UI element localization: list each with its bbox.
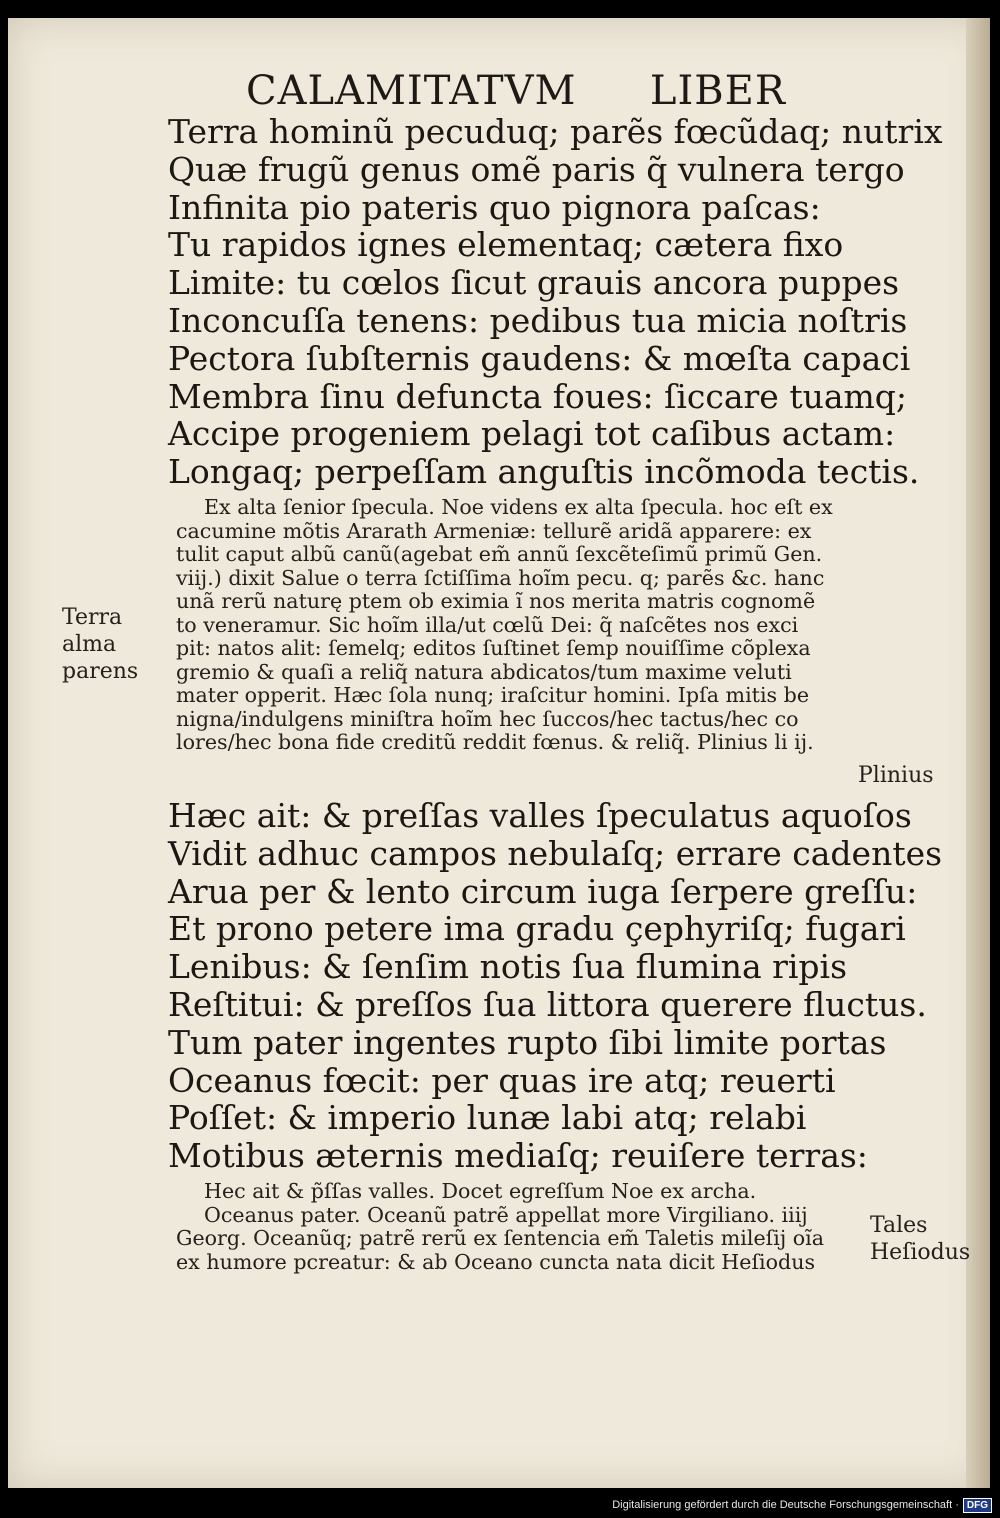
commentary-line: mater opperit. Hæc ſola nunq; iraſcitur homini. Ipſa mitis be <box>176 683 810 707</box>
verse-line: Et prono petere ima gradu çephyriſq; fugari <box>168 909 906 949</box>
verse-line: Pectora ſubſternis gaudens: & mœſta capaci <box>168 338 911 378</box>
running-head <box>246 68 786 114</box>
verse-line: Membra ſinu defuncta foues: ſiccare tuamq; <box>168 376 908 416</box>
verse-line: Longaq; perpeſſam anguſtis incõmoda tectis. <box>168 452 920 492</box>
verse-line: Tu rapidos ignes elementaq; cætera fixo <box>168 225 844 265</box>
commentary-line: ex humore pcreatur: & ab Oceano cuncta nata dicit Heſiodus <box>176 1249 816 1274</box>
gloss-line: Terra <box>62 605 123 630</box>
commentary-line: Oceanus pater. Oceanũ patrẽ appellat more Virgiliano. iiij <box>204 1202 808 1227</box>
commentary-line: gremio & quaſi a reliq̃ natura abdicatos/tum maxime veluti <box>176 659 792 684</box>
funding-footer <box>612 1496 992 1514</box>
commentary-line: lores/hec bona fide creditũ reddit fœnus. & reliq̃. Plinius li ij. <box>176 730 814 754</box>
verse-line: Motibus æternis mediaſq; reuiſere terras: <box>168 1136 868 1176</box>
gloss-line: Plinius <box>858 763 934 788</box>
commentary-line: to veneramur. Sic hoĩm illa/ut cœlũ Dei: q̃ naſcẽtes nos exci <box>176 612 799 637</box>
gloss-line: parens <box>62 659 139 684</box>
commentary-line: tulit caput albũ canũ(agebat em̃ annũ ſexcẽteſimũ primũ Gen. <box>176 542 823 566</box>
verse-line: Limite: tu cœlos ſicut grauis ancora puppes <box>168 263 900 303</box>
commentary-block-1 <box>176 496 856 755</box>
margin-gloss-terra <box>62 604 138 685</box>
commentary-line: viij.) dixit Salue o terra ſctiſſima hoĩm pecu. q; parẽs &c. hanc <box>176 565 825 590</box>
verse-line: Lenibus: & ſenſim notis ſua flumina ripis <box>168 947 848 987</box>
verse-line: Vidit adhuc campos nebulaſq; errare cadentes <box>168 833 943 873</box>
commentary-block-2 <box>176 1180 856 1274</box>
commentary-line: nigna/indulgens miniſtra hoĩm hec ſuccos/hec tactus/hec co <box>176 706 799 731</box>
verse-line: Oceanus fœcit: per quas ire atq; reuerti <box>168 1060 836 1100</box>
commentary-line: unã rerũ naturę ptem ob eximia ĩ nos merita matris cognomẽ <box>176 589 816 613</box>
dfg-logo: DFG <box>963 1498 992 1513</box>
margin-gloss-tales <box>870 1212 970 1266</box>
verse-line: Terra hominũ pecuduq; parẽs fœcũdaq; nutrix <box>168 112 943 151</box>
verse-line: Accipe progeniem pelagi tot caſibus actam: <box>168 414 896 454</box>
commentary-line: pit: natos alit: ſemelq; editos ſuſtinet ſemp nouiſſime cõplexa <box>176 636 811 660</box>
verse-block-1 <box>168 112 943 492</box>
verse-line: Hæc ait: & preſſas valles ſpeculatus aquoſos <box>168 796 912 835</box>
commentary-line: Georg. Oceanũq; patrẽ rerũ ex ſentencia em̃ Taletis mileſij oĩa <box>176 1226 825 1250</box>
running-head-left: CALAMITATVM <box>246 68 577 114</box>
gloss-line: Tales <box>870 1213 928 1238</box>
verse-line: Infinita pio pateris quo pignora paſcas: <box>168 187 821 227</box>
margin-gloss-plinius <box>858 762 934 789</box>
verse-line: Tum pater ingentes rupto ſibi limite portas <box>168 1022 887 1062</box>
commentary-line: Hec ait & p̃ſſas valles. Docet egreſſum Noe ex archa. <box>204 1179 757 1203</box>
page-edge <box>966 18 990 1488</box>
gloss-line: Heſiodus <box>870 1240 971 1265</box>
commentary-line: Ex alta ſenior ſpecula. Noe videns ex alta ſpecula. hoc eſt ex <box>204 495 833 519</box>
verse-line: Poſſet: & imperio lunæ labi atq; relabi <box>168 1098 807 1138</box>
running-head-right: LIBER <box>649 68 786 114</box>
verse-block-2 <box>168 796 943 1176</box>
commentary-line: cacumine mõtis Ararath Armeniæ: tellurẽ aridã apparere: ex <box>176 518 812 543</box>
footer-text: Digitalisierung gefördert durch die Deutsche Forschungsgemeinschaft · <box>612 1499 959 1511</box>
verse-line: Arua per & lento circum iuga ſerpere greſſu: <box>168 871 918 911</box>
verse-line: Quæ frugũ genus omẽ paris q̃ vulnera tergo <box>168 149 905 189</box>
gloss-line: alma <box>62 632 117 657</box>
verse-line: Inconcuſſa tenens: pedibus tua micia noſtris <box>168 300 908 340</box>
verse-line: Reſtitui: & preſſos ſua littora querere fluctus. <box>168 984 927 1024</box>
